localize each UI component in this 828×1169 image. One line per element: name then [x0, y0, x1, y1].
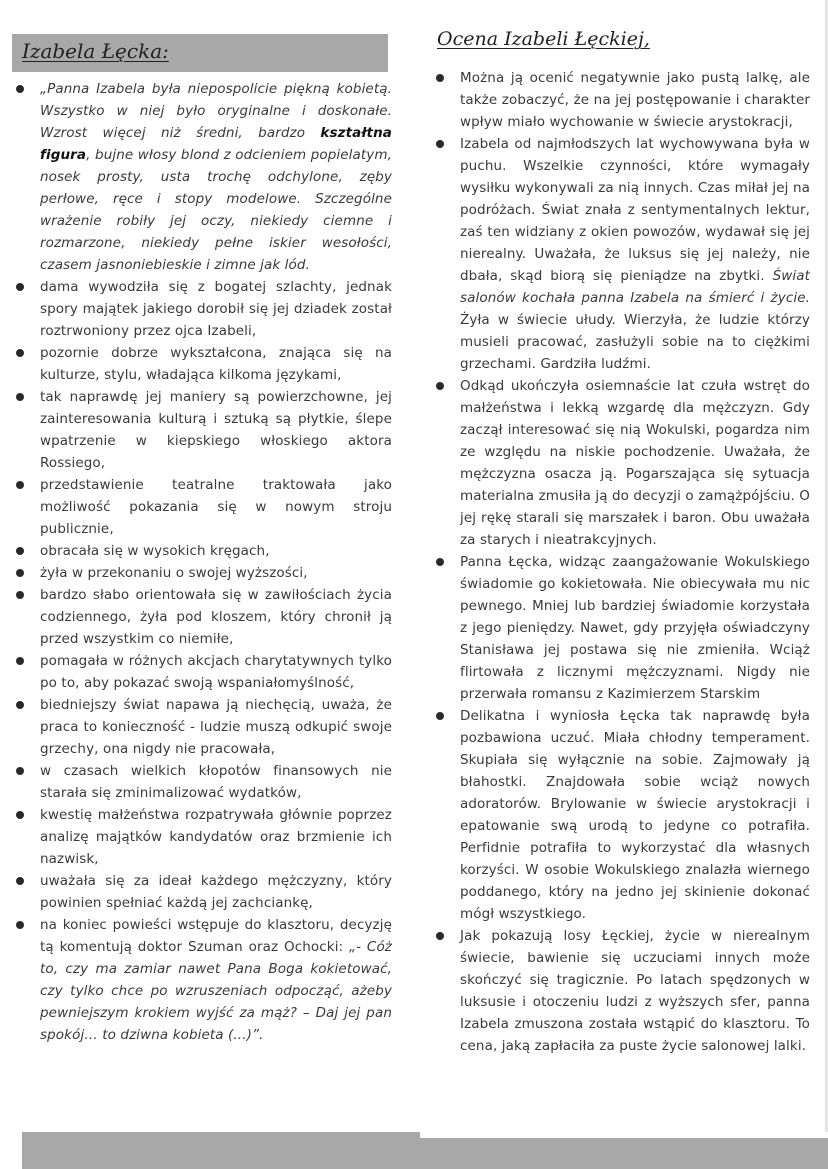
- bullet-icon: [16, 569, 24, 577]
- bullet-icon: [16, 701, 24, 709]
- item-text: Jak pokazują losy Łęckiej, życie w nierealnym świecie, bawienie się uczuciami innych może skończyć się tragicznie. Po latach spędzonych w luksusie i otoczeniu ludzi z wyższych sfer, panna Izabela zmuszona została wstąpić do klasztoru. To cena, jaką zapłaciła za puste życie salonowej lalki.: [460, 928, 810, 1054]
- item-text: pozornie dobrze wykształcona, znająca się na kulturze, stylu, władająca kilkoma językami,: [40, 345, 392, 383]
- bullet-icon: [16, 349, 24, 357]
- bullet-icon: [16, 811, 24, 819]
- left-column: [12, 34, 392, 1046]
- item-text: Można ją ocenić negatywnie jako pustą lalkę, ale także zobaczyć, że na jej postępowanie i charakter wpływ miało wychowanie w świecie arystokracji,: [460, 70, 810, 130]
- item-text: uważała się za ideał każdego mężczyzny, który powinien spełniać każdą jej zachciankę,: [40, 873, 392, 911]
- item-text: obracała się w wysokich kręgach,: [40, 543, 270, 559]
- bullet-icon: [16, 547, 24, 555]
- list-item: [432, 925, 810, 1057]
- list-item: [12, 870, 392, 914]
- bullet-icon: [16, 85, 24, 93]
- list-item: [12, 342, 392, 386]
- bullet-icon: [16, 657, 24, 665]
- item-text: w czasach wielkich kłopotów finansowych nie starała się zminimalizować wydatków,: [40, 763, 392, 801]
- list-item: [12, 650, 392, 694]
- bullet-icon: [16, 877, 24, 885]
- item-text: przedstawienie teatralne traktowała jako możliwość pokazania się w nowym stroju publicznie,: [40, 477, 392, 537]
- footer-notch: [420, 1132, 828, 1138]
- list-item: [12, 562, 392, 584]
- bullet-icon: [16, 591, 24, 599]
- left-header-bar: [12, 34, 388, 72]
- list-item: [12, 694, 392, 760]
- character-traits-list: [12, 78, 392, 1046]
- list-item: [12, 78, 392, 276]
- item-text: żyła w przekonaniu o swojej wyższości,: [40, 565, 308, 581]
- bullet-icon: [16, 921, 24, 929]
- list-item: [432, 67, 810, 133]
- list-item: [12, 760, 392, 804]
- item-text: Odkąd ukończyła osiemnaście lat czuła wstręt do małżeństwa i lekką wzgardę dla mężczyzn. Gdy zaczął interesować się nią Wokulski, pogardza nim ze względu na niskie pochodzenie. Uważała, że mężczyzna osacza ją. Pogarszająca się sytuacja materialna zmusiła ją do decyzji o zamążpójściu. O jej rękę starali się marszałek i baron. Obu uważała za starych i nieatrakcyjnych.: [460, 378, 811, 548]
- quote-text: „Panna Izabela była niepospolicie piękną kobietą. Wszystko w niej było oryginalne i doskonałe. Wzrost więcej niż średni, bardzo kształtna figura, bujne włosy blond z odcieniem popielatym, nosek prosty, usta trochę odchylone, zęby perłowe, ręce i stopy modelowe. Szczególne wrażenie robiły jej oczy, niekiedy ciemne i rozmarzone, niekiedy pełne iskier wesołości, czasem jasnoniebieskie i zimne jak lód.: [40, 81, 392, 273]
- section-title-izabela: Izabela Łęcka:: [22, 39, 169, 63]
- evaluation-list: [432, 67, 810, 1057]
- item-text: Izabela od najmłodszych lat wychowywana była w puchu. Wszelkie czynności, które wymagały wysiłku wykonywali za nią innych. Czas miłał jej na podróżach. Świat znała z sentymentalnych lektur, zaś ten widziany z okien powozów, wydawał się jej nierealny. Uważała, że luksus się jej należy, nie dbała, skąd biorą się pieniądze na zbytki. Świat salonów kochała panna Izabela na śmierć i życie. Żyła w świecie ułudy. Wierzyła, że ludzie którzy musieli pracować, zasłużyli sobie na to ciężkimi grzechami. Gardziła ludźmi.: [460, 136, 810, 372]
- bullet-icon: [436, 382, 444, 390]
- list-item: [12, 540, 392, 562]
- list-item: [432, 705, 810, 925]
- item-text: kwestię małżeństwa rozpatrywała głównie poprzez analizę majątków kandydatów oraz brzmienie ich nazwisk,: [40, 807, 392, 867]
- right-column: [432, 28, 810, 1057]
- list-item: [432, 551, 810, 705]
- list-item: [432, 375, 810, 551]
- bullet-icon: [16, 283, 24, 291]
- bullet-icon: [436, 140, 444, 148]
- item-text: biedniejszy świat napawa ją niechęcią, uważa, że praca to konieczność - ludzie muszą odkupić swoje grzechy, ona nigdy nie pracowała,: [40, 697, 392, 757]
- item-text: Delikatna i wyniosła Łęcka tak naprawdę była pozbawiona uczuć. Miała chłodny temperament. Skupiała się wyłącznie na sobie. Zajmowały ją błahostki. Znajdowała sobie wciąż nowych adoratorów. Brylowanie w świecie arystokracji i epatowanie swą urodą to jedyne co potrafiła. Perfidnie potrafiła to wykorzystać dla własnych korzyści. W osobie Wokulskiego znalazła wiernego poddanego, który na jedno jej skinienie dokonać mógł wszystkiego.: [460, 708, 810, 922]
- bullet-icon: [436, 712, 444, 720]
- item-text: dama wywodziła się z bogatej szlachty, jednak spory majątek jakiego dorobił się jej dziadek został roztrwoniony przez ojca Izabeli,: [40, 279, 392, 339]
- item-text: pomagała w różnych akcjach charytatywnych tylko po to, aby pokazać swoją wspaniałomyślność,: [40, 653, 392, 691]
- list-item: [12, 276, 392, 342]
- list-item: [12, 386, 392, 474]
- item-text: na koniec powieści wstępuje do klasztoru, decyzję tą komentują doktor Szuman oraz Ochocki: „- Cóż to, czy ma zamiar nawet Pana Boga kokietować, czy tylko chce po wzruszeniach odpocząć, ażeby pewniejszym krokiem wyjść za mąż? – Daj jej pan spokój… to dziwna kobieta (...)”.: [40, 917, 392, 1043]
- bullet-icon: [436, 932, 444, 940]
- bullet-icon: [16, 767, 24, 775]
- list-item: [12, 474, 392, 540]
- list-item: [12, 914, 392, 1046]
- list-item: [12, 804, 392, 870]
- list-item: [12, 584, 392, 650]
- bullet-icon: [436, 74, 444, 82]
- item-text: Panna Łęcka, widząc zaangażowanie Wokulskiego świadomie go kokietowała. Nie obiecywała mu nic pewnego. Mniej lub bardziej świadomie korzystała z jego pieniędzy. Nawet, gdy przyjęła oświadczyny Stanisława jej postawa się nie zmieniła. Wciąż flirtowała z licznymi mężczyznami. Nigdy nie przerwała romansu z Kazimierzem Starskim: [460, 554, 810, 702]
- bullet-icon: [16, 393, 24, 401]
- bullet-icon: [16, 481, 24, 489]
- section-title-ocena: Ocena Izabeli Łęckiej,: [437, 28, 650, 50]
- list-item: [432, 133, 810, 375]
- item-text: bardzo słabo orientowała się w zawiłościach życia codziennego, żyła pod kloszem, który chronił ją przed wszystkim co niemiłe,: [40, 587, 392, 647]
- bullet-icon: [436, 558, 444, 566]
- item-text: tak naprawdę jej maniery są powierzchowne, jej zainteresowania kulturą i sztuką są płytkie, ślepe wpatrzenie w kiepskiego włoskiego aktora Rossiego,: [40, 389, 392, 471]
